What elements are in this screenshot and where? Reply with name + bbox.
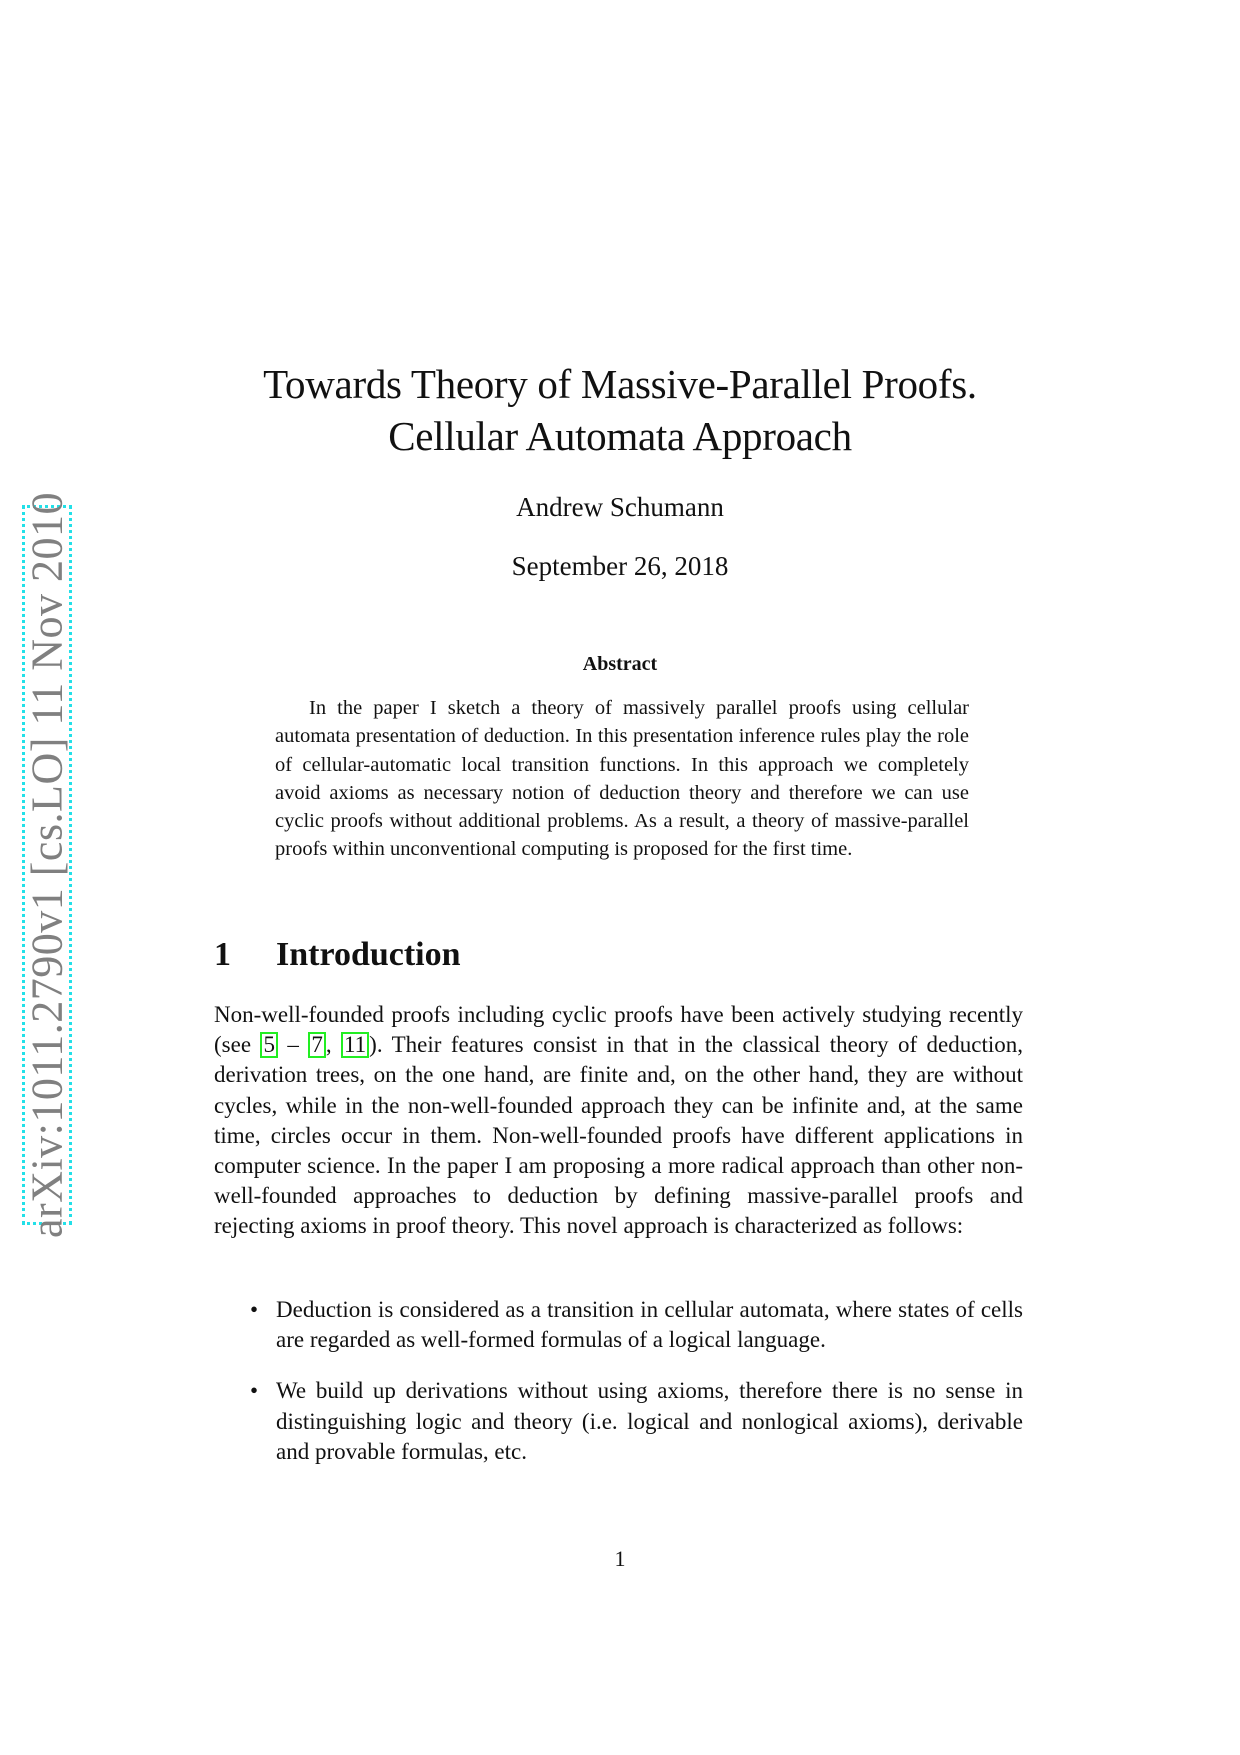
list-item: [250, 1295, 1023, 1355]
abstract-heading: Abstract: [582, 653, 658, 675]
paragraph-text: ). Their features consist in that in the classical theory of deduction, derivation trees, on the one hand, are finite and, on the other hand, they are without cycles, while in the non-well-founded approach they can be infinite and, at the same time, circles occur in them. Non-well-founded proofs have different applications in computer science. In the paper I am proposing a more radical approach than other non-well-founded approaches to deduction by defining massive-parallel proofs and rejecting axioms in proof theory. This novel approach is characterized as follows:: [214, 1032, 1024, 1239]
citation-link[interactable]: 11: [341, 1032, 369, 1058]
list-item-text: We build up derivations without using axioms, therefore there is no sense in distinguishing logic and theory (i.e. logical and nonlogical axioms), derivable and provable formulas, etc.: [276, 1378, 1023, 1464]
arxiv-stamp: arXiv:1011.2790v1 [cs.LO] 11 Nov 2010: [22, 491, 72, 1239]
title-line-2: Cellular Automata Approach: [388, 413, 852, 459]
author: Andrew Schumann: [516, 492, 724, 522]
list-item: [250, 1376, 1023, 1467]
list-item-text: Deduction is considered as a transition in cellular automata, where states of cells are regarded as well-formed formulas of a logical language.: [276, 1297, 1023, 1353]
paragraph-text: Non-well-founded proofs including cyclic proofs have been actively studying recently (see: [214, 1002, 1023, 1058]
title-line-1: Towards Theory of Massive-Parallel Proofs.: [263, 361, 977, 407]
bullet-list: [250, 1295, 1023, 1488]
dash: –: [277, 1032, 309, 1058]
date: September 26, 2018: [511, 551, 729, 581]
citation-link[interactable]: 5: [260, 1032, 278, 1058]
citation-link[interactable]: 7: [308, 1032, 326, 1058]
section-title: Introduction: [276, 936, 461, 973]
page-number: 1: [614, 1546, 626, 1571]
comma: ,: [325, 1032, 342, 1058]
paper-title: [0, 358, 1240, 462]
intro-paragraph: [214, 1000, 1023, 1242]
section-heading: [214, 936, 461, 974]
abstract-text: In the paper I sketch a theory of massively parallel proofs using cellular automata presentation of deduction. In this presentation inference rules play the role of cellular-automatic local transition functions. In this approach we completely avoid axioms as necessary notion of deduction theory and therefore we can use cyclic proofs without additional problems. As a result, a theory of massive-parallel proofs within unconventional computing is proposed for the first time.: [275, 697, 969, 861]
section-number: 1: [214, 936, 231, 973]
bullet-icon: •: [250, 1297, 259, 1322]
bullet-icon: •: [250, 1378, 259, 1404]
abstract-body: [275, 694, 969, 864]
